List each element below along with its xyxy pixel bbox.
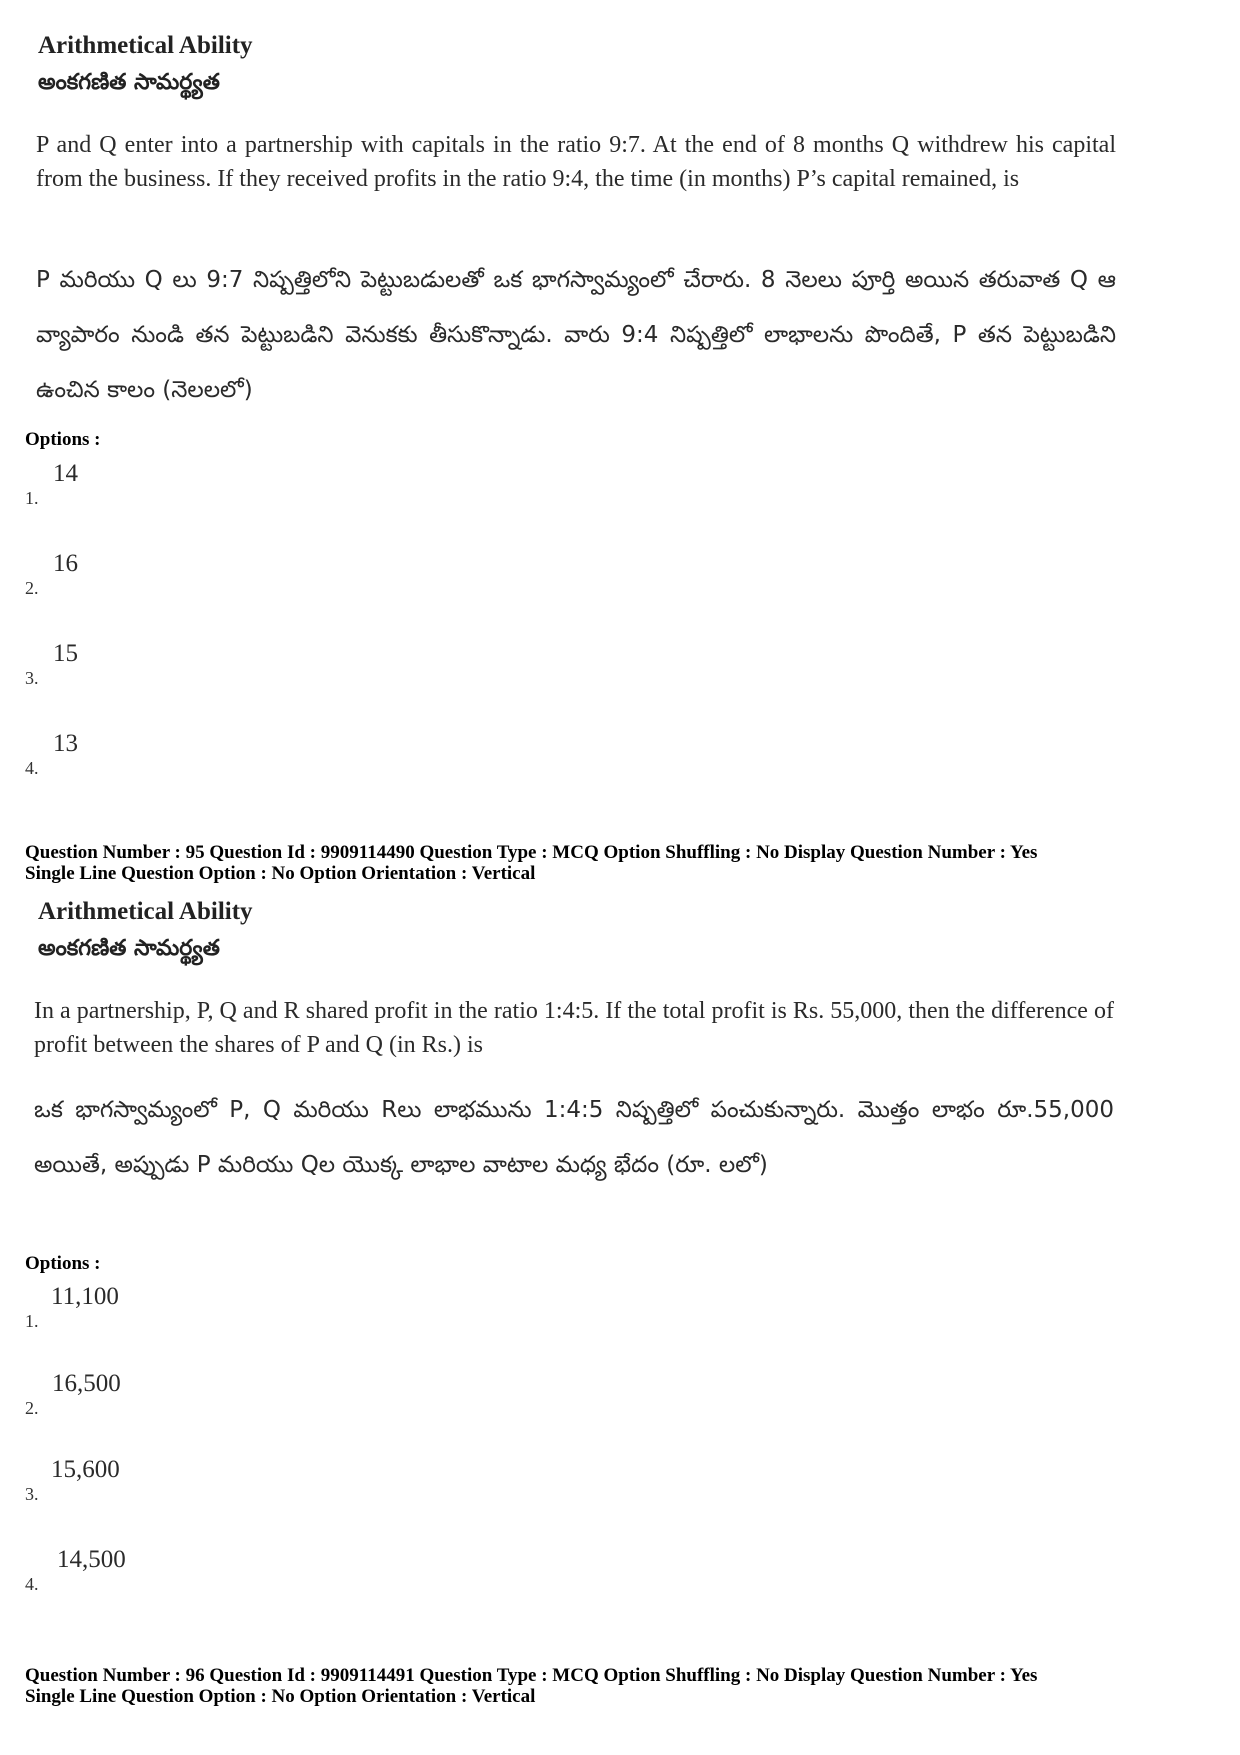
- option-value: 14,500: [57, 1546, 126, 1573]
- question-meta-line-1: Question Number : 96 Question Id : 9909114491 Question Type : MCQ Option Shuffling : No Display Question Number : Yes: [25, 1665, 1038, 1686]
- option-number: 1.: [25, 488, 39, 508]
- option-value: 15: [53, 640, 78, 667]
- question-text-telugu: ఒక భాగస్వామ్యంలో P, Q మరియు Rలు లాభమును 1:4:5 నిష్పత్తిలో పంచుకున్నారు. మొత్తం లాభం రూ.55,000 అయితే, అప్పుడు P మరియు Qల యొక్క లాభాల వాటాల మధ్య భేదం (రూ. లలో): [34, 1097, 1114, 1178]
- option-value: 14: [53, 460, 78, 487]
- question-text-telugu: P మరియు Q లు 9:7 నిష్పత్తిలోని పెట్టుబడులతో ఒక భాగస్వామ్యంలో చేరారు. 8 నెలలు పూర్తి అయిన తరువాత Q ఆ వ్యాపారం నుండి తన పెట్టుబడిని వెనుకకు తీసుకొన్నాడు. వారు 9:4 నిష్పత్తిలో లాభాలను పొందితే, P తన పెట్టుబడిని ఉంచిన కాలం (నెలలలో): [36, 267, 1116, 403]
- option-value: 11,100: [51, 1283, 119, 1310]
- option-number: 3.: [25, 668, 39, 688]
- option-value: 13: [53, 730, 78, 757]
- options-label: Options :: [25, 1253, 101, 1274]
- options-label: Options :: [25, 429, 101, 450]
- question-text-english: P and Q enter into a partnership with capitals in the ratio 9:7. At the end of 8 months Q withdrew his capital from the business. If they received profits in the ratio 9:4, the time (in months) P’s capital remained, is: [36, 132, 1116, 192]
- option-number: 2.: [25, 578, 39, 598]
- question-meta-line-2: Single Line Question Option : No Option Orientation : Vertical: [25, 1686, 536, 1707]
- option-number: 3.: [25, 1484, 39, 1504]
- question-meta-line-1: Question Number : 95 Question Id : 9909114490 Question Type : MCQ Option Shuffling : No Display Question Number : Yes: [25, 842, 1038, 863]
- option-number: 4.: [25, 758, 39, 778]
- section-title: Arithmetical Ability: [38, 898, 253, 925]
- question-meta-line-2: Single Line Question Option : No Option Orientation : Vertical: [25, 863, 536, 884]
- section-title-telugu: అంకగణిత సామర్థ్యత: [38, 936, 220, 961]
- option-value: 15,600: [51, 1456, 120, 1483]
- question-text-english: In a partnership, P, Q and R shared profit in the ratio 1:4:5. If the total profit is Rs. 55,000, then the difference of profit between the shares of P and Q (in Rs.) is: [34, 998, 1114, 1058]
- option-value: 16: [53, 550, 78, 577]
- option-number: 2.: [25, 1398, 39, 1418]
- option-number: 1.: [25, 1311, 39, 1331]
- section-title: Arithmetical Ability: [38, 32, 253, 59]
- option-value: 16,500: [52, 1370, 121, 1397]
- option-number: 4.: [25, 1574, 39, 1594]
- section-title-telugu: అంకగణిత సామర్థ్యత: [38, 70, 220, 95]
